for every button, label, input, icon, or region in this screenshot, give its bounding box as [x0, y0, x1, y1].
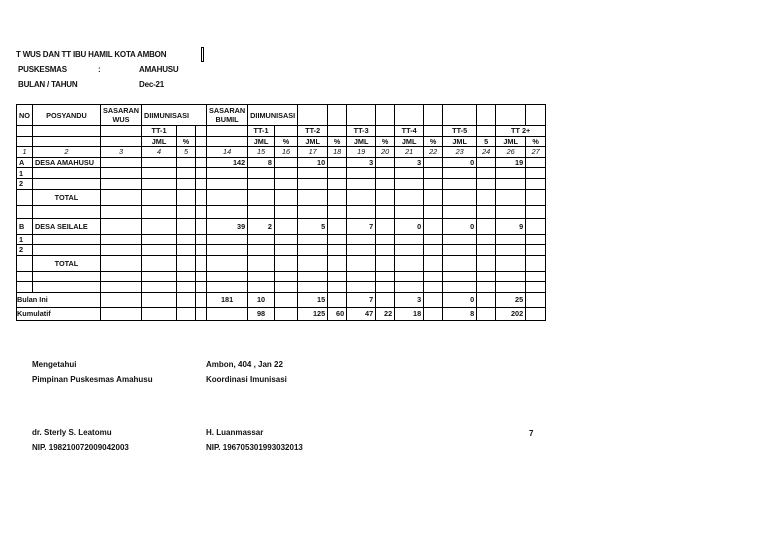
tt1-kumulatif: 98	[248, 307, 275, 320]
col-tt1-wus: TT-1	[142, 126, 177, 137]
col-tt4: TT-4	[395, 126, 424, 137]
tt2-value: 10	[298, 157, 328, 168]
row-index: 1	[17, 168, 33, 179]
puskesmas-label: PUSKESMAS	[18, 65, 67, 74]
col-number: 27	[526, 147, 546, 158]
tt2plus-kumulatif: 202	[496, 307, 526, 320]
row-index: 1	[17, 234, 33, 245]
pct-label: %	[177, 136, 196, 147]
bumil-total: 181	[207, 292, 248, 307]
col-number: 5	[177, 147, 196, 158]
tt4-kumulatif: 18	[395, 307, 424, 320]
tt5-value: 0	[443, 218, 477, 234]
report-title: T WUS DAN TT IBU HAMIL KOTA AMBON	[16, 50, 167, 59]
table-row	[17, 168, 546, 179]
five-label: 5	[477, 136, 496, 147]
col-number: 20	[376, 147, 395, 158]
pct-label: %	[274, 136, 297, 147]
sig-left-line2: Pimpinan Puskesmas Amahusu	[32, 375, 153, 384]
col-tt2plus: TT 2+	[496, 126, 546, 137]
group-letter: A	[17, 157, 33, 168]
total-label: TOTAL	[32, 255, 100, 271]
desa-name: DESA SEILALE	[32, 218, 100, 234]
col-number: 19	[347, 147, 376, 158]
cell-cursor[interactable]	[201, 47, 204, 62]
col-posyandu: POSYANDU	[32, 105, 100, 126]
jml-label: JML	[298, 136, 328, 147]
jml-label: JML	[443, 136, 477, 147]
puskesmas-colon: :	[98, 65, 101, 74]
table-row	[17, 218, 546, 234]
tt3-kumulatif: 47	[347, 307, 376, 320]
page-number: 7	[529, 429, 534, 438]
tt4-value: 0	[395, 218, 424, 234]
total-row	[17, 255, 546, 271]
tt2-pct-kumulatif: 60	[328, 307, 347, 320]
bulan-tahun-label: BULAN / TAHUN	[18, 80, 78, 89]
col-diimunisasi-bumil: DIIMUNISASI	[248, 105, 298, 126]
tt2plus-value: 19	[496, 157, 526, 168]
pct-label: %	[328, 136, 347, 147]
tt2-total: 15	[298, 292, 328, 307]
col-sasaran-bumil: SASARAN BUMIL	[207, 105, 248, 126]
row-index: 2	[17, 245, 33, 256]
col-number: 26	[496, 147, 526, 158]
tt2plus-value: 9	[496, 218, 526, 234]
sig-right-line2: Koordinasi Imunisasi	[206, 375, 287, 384]
tt3-pct-kumulatif: 22	[376, 307, 395, 320]
col-tt3: TT-3	[347, 126, 376, 137]
col-number: 15	[248, 147, 275, 158]
tt4-total: 3	[395, 292, 424, 307]
jml-label: JML	[395, 136, 424, 147]
sig-left-line1: Mengetahui	[32, 360, 77, 369]
col-tt2: TT-2	[298, 126, 328, 137]
table-row	[17, 234, 546, 245]
row-index: 2	[17, 178, 33, 189]
total-row	[17, 189, 546, 205]
tt5-kumulatif: 8	[443, 307, 477, 320]
col-number: 1	[17, 147, 33, 158]
tt2plus-total: 25	[496, 292, 526, 307]
bulan-tahun-value: Dec-21	[139, 80, 165, 89]
col-diimunisasi-wus: DIIMUNISASI	[142, 105, 196, 126]
tt1-value: 8	[248, 157, 275, 168]
total-label: TOTAL	[32, 189, 100, 205]
tt1-value: 2	[248, 218, 275, 234]
tt3-value: 7	[347, 218, 376, 234]
col-number: 17	[298, 147, 328, 158]
jml-label: JML	[248, 136, 275, 147]
jml-label: JML	[142, 136, 177, 147]
pct-label: %	[526, 136, 546, 147]
col-number: 14	[207, 147, 248, 158]
table-row	[17, 178, 546, 189]
col-number: 21	[395, 147, 424, 158]
col-number: 3	[100, 147, 141, 158]
tt5-value: 0	[443, 157, 477, 168]
bulan-ini-row	[17, 292, 546, 307]
immunization-table	[16, 104, 546, 321]
tt3-value: 3	[347, 157, 376, 168]
col-number: 24	[477, 147, 496, 158]
jml-label: JML	[347, 136, 376, 147]
tt1-total: 10	[248, 292, 275, 307]
col-number: 16	[274, 147, 297, 158]
tt4-value: 3	[395, 157, 424, 168]
col-number: 22	[424, 147, 443, 158]
tt2-kumulatif: 125	[298, 307, 328, 320]
col-number: 18	[328, 147, 347, 158]
col-number: 2	[32, 147, 100, 158]
pct-label: %	[424, 136, 443, 147]
col-tt1: TT-1	[248, 126, 275, 137]
pct-label: %	[376, 136, 395, 147]
sig-right-line1: Ambon, 404 , Jan 22	[206, 360, 283, 369]
sig-right-name: H. Luanmassar	[206, 428, 264, 437]
col-number: 23	[443, 147, 477, 158]
tt2-value: 5	[298, 218, 328, 234]
tt5-total: 0	[443, 292, 477, 307]
table-row	[17, 157, 546, 168]
col-tt5: TT-5	[443, 126, 477, 137]
sig-left-name: dr. Sterly S. Leatomu	[32, 428, 112, 437]
group-letter: B	[17, 218, 33, 234]
table-row	[17, 245, 546, 256]
puskesmas-value: AMAHUSU	[139, 65, 179, 74]
col-sasaran-wus: SASARAN WUS	[100, 105, 141, 126]
kumulatif-label: Kumulatif	[17, 307, 101, 320]
tt3-total: 7	[347, 292, 376, 307]
jml-label: JML	[496, 136, 526, 147]
bulan-ini-label: Bulan Ini	[17, 292, 101, 307]
sig-left-nip: NIP. 198210072009042003	[32, 443, 129, 452]
bumil-value: 142	[207, 157, 248, 168]
kumulatif-row	[17, 307, 546, 320]
col-no: NO	[17, 105, 33, 126]
desa-name: DESA AMAHUSU	[32, 157, 100, 168]
col-number: 4	[142, 147, 177, 158]
sig-right-nip: NIP. 196705301993032013	[206, 443, 303, 452]
bumil-value: 39	[207, 218, 248, 234]
